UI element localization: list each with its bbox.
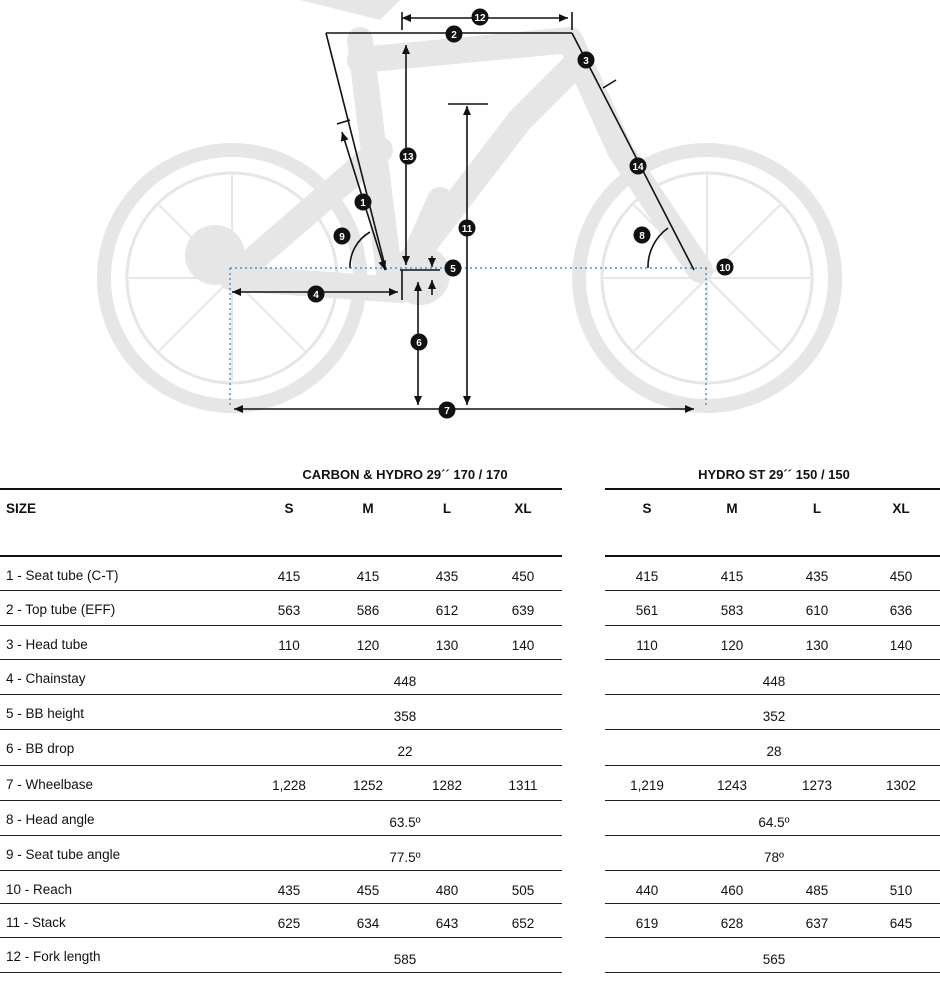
table1-row-rule (0, 835, 562, 836)
t1-value: 634 (356, 916, 380, 931)
table1-row-rule (0, 870, 562, 871)
table2-row-rule (605, 625, 940, 626)
t1-value: 586 (356, 603, 380, 618)
t2-value: 619 (635, 916, 659, 931)
t2-value: 637 (805, 916, 829, 931)
t1-value-all-sizes: 22 (397, 744, 413, 759)
t1-value: 140 (511, 638, 535, 653)
t1-value: 625 (277, 916, 301, 931)
t2-value: 460 (720, 883, 744, 898)
svg-text:1: 1 (360, 198, 366, 209)
table2-row-rule (605, 903, 940, 904)
t2-value: 583 (720, 603, 744, 618)
table2-row-rule (605, 870, 940, 871)
t1-value: 1,228 (272, 778, 306, 793)
table1-row-rule (0, 625, 562, 626)
t1-value: 1282 (431, 778, 463, 793)
table1-row-rule (0, 937, 562, 938)
table1-row-rule (0, 659, 562, 660)
t2-value: 628 (720, 916, 744, 931)
size-header: SIZE (6, 501, 37, 516)
svg-text:14: 14 (632, 162, 644, 173)
t1-value: 435 (435, 569, 459, 584)
t2-value-all-sizes: 565 (762, 952, 786, 967)
table2-row-rule (605, 972, 940, 973)
row-label: 5 - BB height (6, 706, 85, 721)
table2-header-rule (605, 555, 940, 557)
t1-size-s: S (284, 501, 294, 516)
t2-value: 610 (805, 603, 829, 618)
t1-size-xl: XL (514, 501, 532, 516)
row-label: 7 - Wheelbase (6, 777, 94, 792)
t2-size-s: S (642, 501, 652, 516)
t1-value: 435 (277, 883, 301, 898)
t2-value: 130 (805, 638, 829, 653)
marker-6 (411, 334, 428, 351)
t2-value: 110 (636, 638, 658, 653)
t2-value: 561 (635, 603, 659, 618)
table1-top-rule (0, 488, 562, 490)
t2-value-all-sizes: 28 (766, 744, 782, 759)
t1-value-all-sizes: 63.5º (389, 815, 421, 830)
marker-10 (717, 259, 734, 276)
bike-geometry-diagram (0, 0, 940, 440)
t2-value-all-sizes: 64.5º (758, 815, 790, 830)
t1-value: 652 (511, 916, 535, 931)
svg-text:5: 5 (450, 264, 456, 275)
t1-value: 639 (511, 603, 535, 618)
svg-text:13: 13 (402, 152, 414, 163)
t1-value: 130 (435, 638, 459, 653)
row-label: 6 - BB drop (6, 741, 75, 756)
t1-value: 563 (277, 603, 301, 618)
table2-row-rule (605, 590, 940, 591)
table2-row-rule (605, 937, 940, 938)
t2-value-all-sizes: 352 (762, 709, 786, 724)
t1-value: 643 (435, 916, 459, 931)
t1-value-all-sizes: 358 (393, 709, 417, 724)
t1-value: 1311 (508, 778, 538, 793)
t1-value: 415 (277, 569, 301, 584)
t2-value: 1302 (885, 778, 917, 793)
marker-3 (578, 52, 595, 69)
svg-text:11: 11 (461, 224, 473, 235)
row-label: 11 - Stack (6, 915, 66, 930)
table2-top-rule (605, 488, 940, 490)
marker-4 (308, 286, 325, 303)
t2-size-l: L (812, 501, 822, 516)
table1-row-rule (0, 765, 562, 766)
svg-text:10: 10 (719, 263, 731, 274)
t2-value: 1,219 (630, 778, 664, 793)
marker-1 (355, 194, 372, 211)
svg-text:12: 12 (474, 13, 486, 24)
t1-value: 110 (278, 638, 300, 653)
marker-9 (334, 228, 351, 245)
t2-value: 120 (720, 638, 744, 653)
row-label: 1 - Seat tube (C-T) (6, 568, 119, 583)
marker-2 (446, 26, 463, 43)
t2-value: 415 (720, 569, 744, 584)
table2-row-rule (605, 729, 940, 730)
t1-value-all-sizes: 448 (393, 674, 417, 689)
t1-value: 480 (435, 883, 459, 898)
svg-text:8: 8 (639, 231, 645, 242)
t2-value: 510 (889, 883, 913, 898)
table1-row-rule (0, 729, 562, 730)
t2-value: 1273 (801, 778, 833, 793)
svg-text:3: 3 (583, 56, 589, 67)
marker-13 (400, 148, 417, 165)
t1-size-m: M (362, 501, 374, 516)
table2-row-rule (605, 835, 940, 836)
table2-row-rule (605, 800, 940, 801)
svg-text:4: 4 (313, 290, 319, 301)
marker-8 (634, 227, 651, 244)
marker-12 (472, 9, 489, 26)
t2-value: 435 (805, 569, 829, 584)
table1-row-rule (0, 972, 562, 973)
t2-value: 1243 (716, 778, 748, 793)
t1-value: 612 (435, 603, 459, 618)
table1-row-rule (0, 800, 562, 801)
t2-value: 450 (889, 569, 913, 584)
svg-text:7: 7 (444, 406, 450, 417)
t1-value: 415 (356, 569, 380, 584)
table1-title: CARBON & HYDRO 29´´ 170 / 170 (302, 467, 508, 482)
marker-11 (459, 220, 476, 237)
table1-row-rule (0, 590, 562, 591)
table2-row-rule (605, 659, 940, 660)
svg-text:2: 2 (451, 30, 457, 41)
t2-value: 440 (635, 883, 659, 898)
t1-value: 1252 (352, 778, 384, 793)
row-label: 10 - Reach (6, 882, 73, 897)
t1-value: 455 (356, 883, 380, 898)
t1-value-all-sizes: 585 (393, 952, 417, 967)
marker-14 (630, 158, 647, 175)
t2-value: 140 (889, 638, 913, 653)
table1-row-rule (0, 903, 562, 904)
t1-value: 505 (511, 883, 535, 898)
t1-size-l: L (442, 501, 452, 516)
row-label: 12 - Fork length (6, 949, 101, 964)
svg-text:6: 6 (416, 338, 422, 349)
table1-row-rule (0, 694, 562, 695)
table2-row-rule (605, 694, 940, 695)
table2-title: HYDRO ST 29´´ 150 / 150 (698, 467, 850, 482)
table2-row-rule (605, 765, 940, 766)
t2-value-all-sizes: 448 (762, 674, 786, 689)
marker-7 (439, 402, 456, 419)
t2-value: 645 (889, 916, 913, 931)
t2-size-m: M (726, 501, 738, 516)
marker-5 (445, 260, 462, 277)
t2-value-all-sizes: 78º (764, 850, 784, 865)
bike-silhouette (104, 0, 835, 406)
table1-header-rule (0, 555, 562, 557)
row-label: 8 - Head angle (6, 812, 95, 827)
row-label: 4 - Chainstay (6, 671, 86, 686)
t2-value: 485 (805, 883, 829, 898)
t2-size-xl: XL (892, 501, 910, 516)
row-label: 9 - Seat tube angle (6, 847, 121, 862)
t2-value: 415 (635, 569, 659, 584)
t1-value: 450 (511, 569, 535, 584)
t1-value-all-sizes: 77.5º (389, 850, 421, 865)
t2-value: 636 (889, 603, 913, 618)
svg-text:9: 9 (339, 232, 345, 243)
row-label: 2 - Top tube (EFF) (6, 602, 116, 617)
t1-value: 120 (356, 638, 380, 653)
row-label: 3 - Head tube (6, 637, 88, 652)
